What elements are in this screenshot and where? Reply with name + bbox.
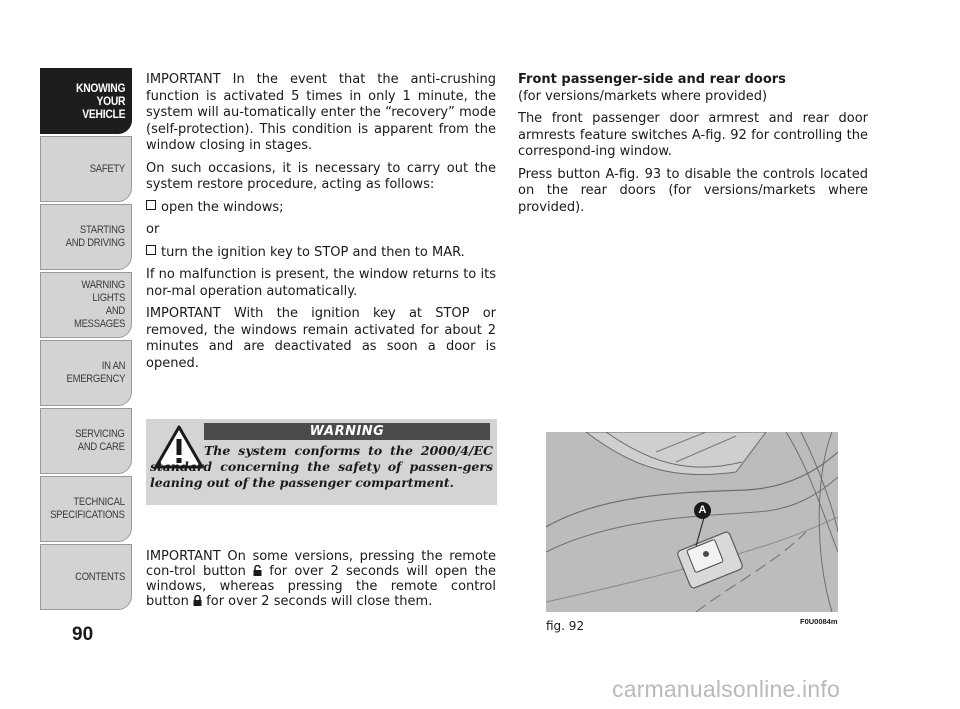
bullet-item: [146, 245, 496, 262]
section-heading: Front passenger-side and rear doors: [518, 72, 786, 87]
remote-paragraph: [146, 549, 496, 609]
callout-label: A: [698, 504, 707, 516]
remote-text-2: for over 2 seconds will open the windows, whereas pressing the remote control button: [146, 564, 497, 609]
door-armrest-illustration: [546, 432, 838, 612]
warning-title: WARNING: [204, 423, 490, 440]
chapter-tabs: [40, 68, 134, 612]
remote-text-3: for over 2 seconds will close them.: [206, 594, 433, 609]
tab-servicing-and-care[interactable]: [40, 408, 132, 474]
tab-contents[interactable]: [40, 544, 132, 610]
bullet-text: turn the ignition key to STOP and then to MAR.: [161, 244, 465, 260]
tab-label: SAFETY: [89, 162, 125, 175]
callout-a: [694, 502, 711, 519]
paragraph: The front passenger door armrest and rear door armrests feature switches A-fig. 92 for controlling the correspond-ing window.: [518, 111, 868, 159]
page-number: 90: [72, 624, 94, 645]
tab-safety[interactable]: [40, 136, 132, 202]
bullet-text: open the windows;: [161, 199, 284, 215]
warning-box: [146, 419, 497, 505]
figure-code: F0U0084m: [800, 617, 838, 626]
tab-knowing-your-vehicle[interactable]: [40, 68, 132, 134]
tab-label: TECHNICAL SPECIFICATIONS: [50, 496, 125, 521]
door-switch-figure: [546, 432, 838, 612]
warning-text: [150, 443, 493, 491]
remote-text-1: IMPORTANT On some versions, pressing the remote con-trol button: [146, 549, 496, 579]
tab-label: WARNING LIGHTS AND MESSAGES: [73, 279, 125, 330]
tab-technical-specifications[interactable]: [40, 476, 132, 542]
paragraph: IMPORTANT With the ignition key at STOP or removed, the windows remain activated for about 2 minutes and are deactivated as soon a door is opened.: [146, 306, 496, 371]
figure-caption: fig. 92: [546, 619, 585, 633]
checkbox-bullet-icon: [146, 245, 156, 255]
paragraph: If no malfunction is present, the window returns to its nor-mal operation automatically.: [146, 267, 496, 299]
warning-text-line1: The system conforms to the 2000/4/EC: [204, 443, 493, 458]
tab-label: SERVICING AND CARE: [75, 428, 125, 453]
watermark: carmanualsonline.info: [612, 676, 840, 702]
lock-icon: [193, 595, 202, 606]
paragraph: Press button A-fig. 93 to disable the controls located on the rear doors (for versions/markets where provided).: [518, 166, 868, 215]
tab-label: CONTENTS: [75, 570, 125, 583]
tab-warning-lights[interactable]: [40, 272, 132, 338]
bullet-item: [146, 200, 496, 217]
paragraph: IMPORTANT In the event that the anti-crushing function is activated 5 times in only 1 minute, the system will au-tomatically enter the “recovery” mode (self-protection). This condition is apparent from the window closing in stages.: [146, 72, 496, 153]
left-column: [146, 72, 496, 378]
right-column: [518, 72, 868, 222]
checkbox-bullet-icon: [146, 200, 156, 210]
tab-label: IN AN EMERGENCY: [66, 360, 125, 385]
section-subheading: (for versions/markets where provided): [518, 88, 768, 104]
paragraph: On such occasions, it is necessary to carry out the system restore procedure, acting as follows:: [146, 160, 496, 192]
tab-starting-and-driving[interactable]: [40, 204, 132, 270]
unlock-icon: [253, 565, 262, 576]
tab-label: STARTING AND DRIVING: [65, 224, 125, 249]
warning-text-rest: standard concerning the safety of passen-gers leaning out of the passenger compartment.: [150, 459, 493, 490]
paragraph: or: [146, 222, 160, 237]
tab-in-an-emergency[interactable]: [40, 340, 132, 406]
tab-label: KNOWING YOUR VEHICLE: [75, 80, 125, 121]
